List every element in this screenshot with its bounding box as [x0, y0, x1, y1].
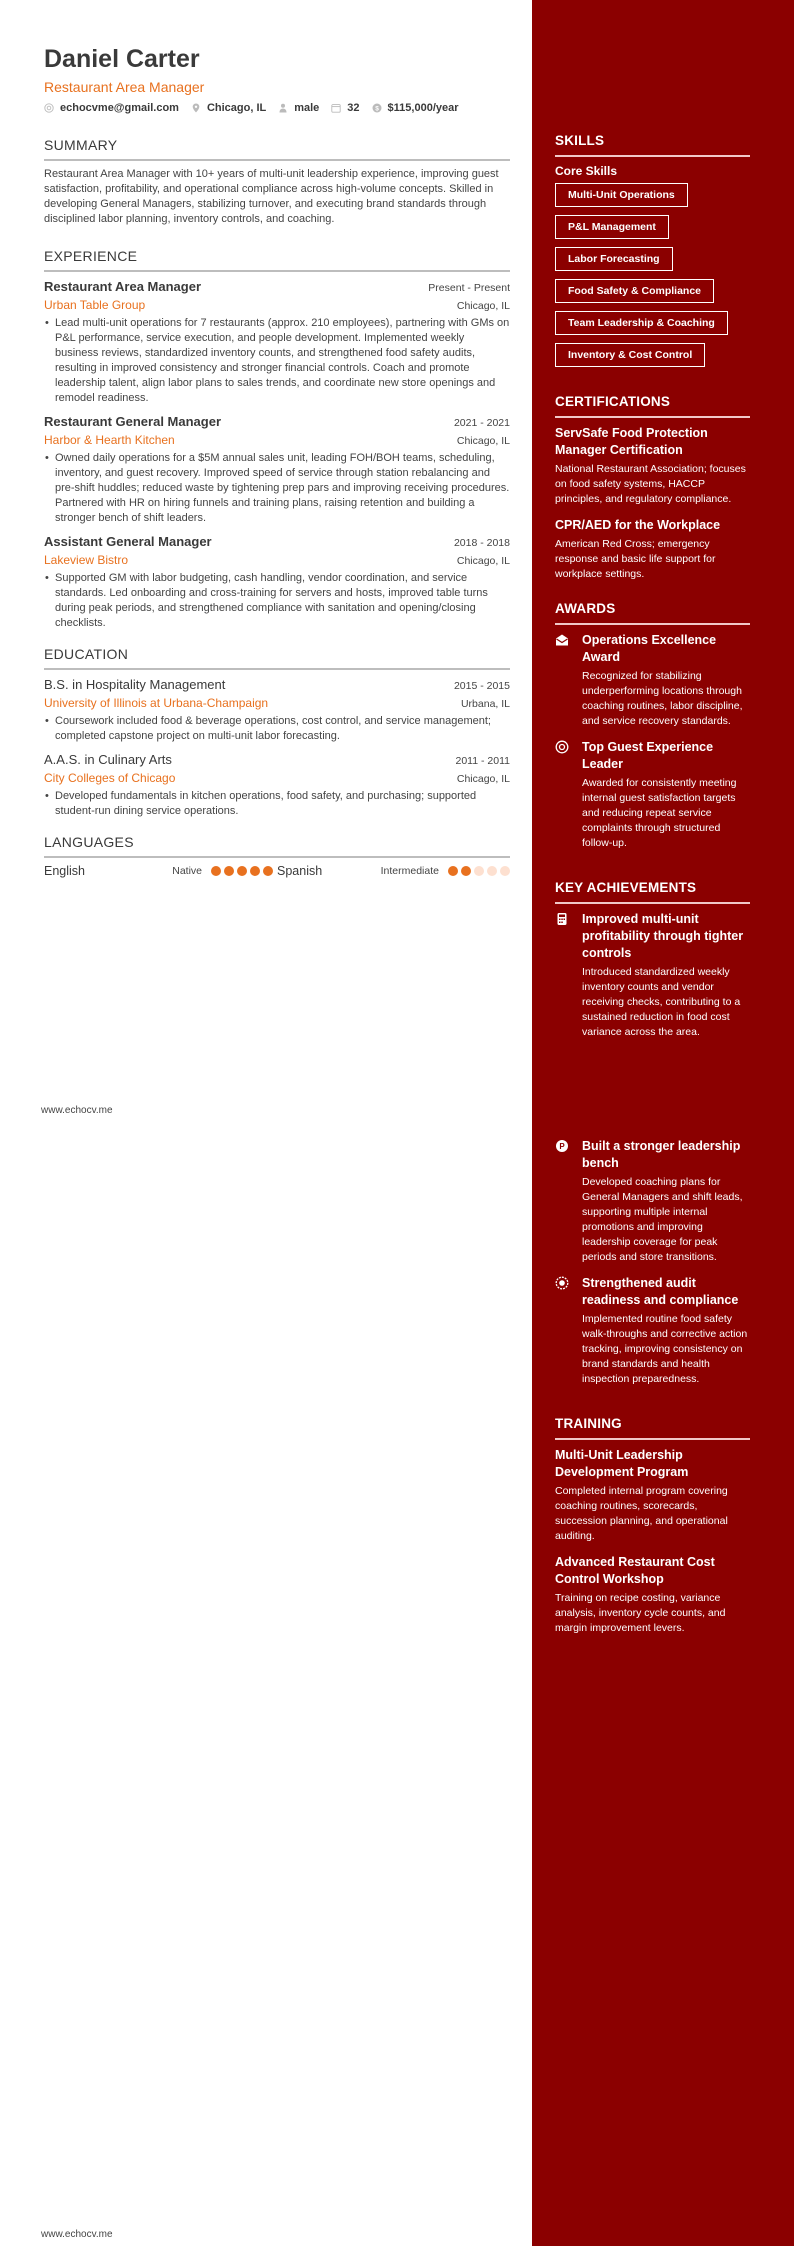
certifications-section	[555, 393, 750, 582]
company-name: Urban Table Group	[44, 298, 146, 312]
award-title: Operations Excellence Award	[582, 633, 717, 664]
bullet-point: • Supported GM with labor budgeting, cash handling, vendor coordination, and service standards. Led onboarding and cross-training for servers and hosts, improved table turns during peak periods, and strengthened compliance with sanitation and opening/closing checklists.	[44, 571, 510, 631]
contact-location-value: Chicago, IL	[206, 102, 267, 114]
dot-empty-icon	[487, 866, 497, 876]
role-title: Restaurant Area Manager	[44, 279, 202, 294]
experience-entry	[44, 533, 510, 631]
achievement-desc: Developed coaching plans for General Managers and shift leads, supporting multiple internal promotions and improving leadership coverage for peak periods and store transitions.	[582, 1176, 743, 1263]
skill-tag: Food Safety & Compliance	[555, 279, 714, 303]
education-entry	[44, 676, 510, 744]
main-column	[44, 44, 510, 878]
achievements-section	[555, 879, 750, 1397]
language-item	[277, 864, 510, 878]
section-title: SUMMARY	[44, 137, 118, 153]
calculator-icon	[555, 912, 571, 928]
contact-salary	[372, 102, 459, 114]
company-name: Lakeview Bistro	[44, 553, 129, 567]
skill-tag: Team Leadership & Coaching	[555, 311, 728, 335]
education-section	[44, 645, 510, 819]
contact-age	[331, 102, 359, 114]
achievement-item	[555, 1138, 750, 1275]
experience-section	[44, 247, 510, 631]
proficiency-dots	[208, 866, 273, 876]
location: Chicago, IL	[456, 300, 510, 312]
certification-item	[555, 425, 750, 507]
achievement-item	[555, 1275, 750, 1397]
contact-gender-value: male	[294, 102, 320, 114]
footer-link-page2[interactable]: www.echocv.me	[41, 2229, 113, 2240]
sidebar	[555, 132, 750, 1654]
section-divider	[555, 416, 750, 418]
section-title: EDUCATION	[44, 646, 129, 662]
location: Urbana, IL	[460, 698, 510, 710]
bullet-point: • Owned daily operations for a $5M annual sales unit, leading FOH/BOH teams, scheduling, inventory, and guest recovery. Improved speed of service through station rebalancing and pre-shift huddles; reduced waste by tightening prep pars and improving receiving procedures. Partnered with HR on hiring funnels and training plans, raising retention and building a stronger bench of shift leaders.	[44, 451, 510, 526]
candidate-name: Daniel Carter	[44, 45, 200, 73]
summary-text: Restaurant Area Manager with 10+ years of multi-unit leadership experience, improving guest satisfaction, profitability, and operational compliance across high-volume concepts. Skilled in developing General Managers, stabilizing turnover, and executing brand standards through disciplined labor planning, inventory controls, and coaching.	[44, 168, 499, 225]
summary-section	[44, 136, 510, 227]
certification-desc: American Red Cross; emergency response and basic life support for workplace settings.	[555, 538, 716, 580]
training-item	[555, 1447, 750, 1544]
section-title: CERTIFICATIONS	[555, 394, 671, 409]
achievement-desc: Implemented routine food safety walk-throughs and corrective action tracking, improving consistency on brand standards and health inspection preparedness.	[582, 1313, 748, 1385]
contact-email[interactable]	[44, 102, 179, 114]
skills-subtitle: Core Skills	[555, 164, 618, 178]
contact-location	[191, 102, 266, 114]
skill-tag: Inventory & Cost Control	[555, 343, 705, 367]
certification-item	[555, 517, 750, 582]
footer-link-page1[interactable]: www.echocv.me	[41, 1105, 113, 1116]
training-title: Multi-Unit Leadership Development Program	[555, 1448, 689, 1479]
dot-filled-icon	[224, 866, 234, 876]
award-title: Top Guest Experience Leader	[582, 740, 714, 771]
envelope-icon	[555, 633, 571, 649]
education-entry	[44, 751, 510, 819]
section-divider	[555, 1438, 750, 1440]
section-divider	[555, 623, 750, 625]
training-desc: Completed internal program covering coaching routines, scorecards, succession planning, and operational auditing.	[555, 1485, 728, 1542]
svg-text:$: $	[374, 105, 379, 113]
experience-entry	[44, 413, 510, 526]
certification-title: ServSafe Food Protection Manager Certification	[555, 426, 708, 457]
proficiency-dots	[445, 866, 510, 876]
award-item	[555, 739, 750, 861]
training-desc: Training on recipe costing, variance analysis, inventory cycle counts, and margin improvement levers.	[555, 1592, 726, 1634]
section-divider	[555, 902, 750, 904]
section-divider	[555, 155, 750, 157]
training-title: Advanced Restaurant Cost Control Workshop	[555, 1555, 715, 1586]
badge-icon	[555, 1276, 571, 1292]
language-name: English	[44, 864, 85, 878]
at-icon	[44, 103, 54, 113]
skill-tags	[555, 183, 750, 375]
dot-filled-icon	[461, 866, 471, 876]
coin-icon	[555, 1139, 571, 1155]
language-name: Spanish	[277, 864, 323, 878]
degree-title: B.S. in Hospitality Management	[44, 677, 226, 692]
at-icon	[555, 740, 571, 756]
languages-section	[44, 833, 510, 878]
certification-desc: National Restaurant Association; focuses on food safety systems, HACCP principles, and regulatory compliance.	[555, 463, 746, 505]
section-divider	[44, 159, 510, 161]
dot-empty-icon	[474, 866, 484, 876]
training-item	[555, 1554, 750, 1636]
location: Chicago, IL	[456, 555, 510, 567]
calendar-icon	[331, 103, 341, 113]
location-pin-icon	[191, 103, 201, 113]
dot-filled-icon	[237, 866, 247, 876]
svg-text:P: P	[559, 1142, 565, 1151]
degree-title: A.A.S. in Culinary Arts	[44, 752, 172, 767]
section-divider	[44, 856, 510, 858]
job-title: Restaurant Area Manager	[44, 79, 205, 95]
award-desc: Awarded for consistently meeting internal guest satisfaction targets and reducing repeat service complaints through structured follow-up.	[582, 777, 737, 849]
section-title: TRAINING	[555, 1416, 622, 1431]
section-title: KEY ACHIEVEMENTS	[555, 880, 697, 895]
contact-row	[44, 102, 510, 114]
award-desc: Recognized for stabilizing underperforming locations through coaching routines, labor discipline, and service recovery standards.	[582, 670, 743, 727]
bullet-point: • Developed fundamentals in kitchen operations, food safety, and purchasing; supported student-run dining service operations.	[44, 789, 510, 819]
dot-filled-icon	[211, 866, 221, 876]
date-range: Present - Present	[428, 282, 510, 294]
school-name: City Colleges of Chicago	[44, 771, 176, 785]
training-section	[555, 1415, 750, 1636]
achievement-desc: Introduced standardized weekly inventory counts and vendor receiving checks, contributing to a sustained reduction in food cost variance across the area.	[582, 966, 741, 1038]
company-name: Harbor & Hearth Kitchen	[44, 433, 175, 447]
dot-empty-icon	[500, 866, 510, 876]
section-divider	[44, 270, 510, 272]
date-range: 2021 - 2021	[453, 417, 510, 429]
language-level: Intermediate	[380, 865, 439, 877]
school-name: University of Illinois at Urbana-Champaign	[44, 696, 269, 710]
location: Chicago, IL	[456, 773, 510, 785]
contact-gender	[278, 102, 319, 114]
award-item	[555, 632, 750, 739]
skill-tag: Labor Forecasting	[555, 247, 673, 271]
dot-filled-icon	[250, 866, 260, 876]
date-range: 2018 - 2018	[453, 537, 510, 549]
language-list	[44, 864, 510, 878]
section-divider	[44, 668, 510, 670]
dot-filled-icon	[263, 866, 273, 876]
achievement-title: Improved multi-unit profitability through tighter controls	[582, 912, 744, 960]
person-icon	[278, 103, 288, 113]
skills-section	[555, 132, 750, 375]
date-range: 2015 - 2015	[453, 680, 510, 692]
achievement-title: Strengthened audit readiness and compliance	[582, 1276, 739, 1307]
section-title: LANGUAGES	[44, 834, 134, 850]
contact-email-value: echocvme@gmail.com	[60, 102, 179, 114]
date-range: 2011 - 2011	[455, 755, 510, 767]
bullet-point: • Lead multi-unit operations for 7 restaurants (approx. 210 employees), partnering with GMs on P&L performance, service execution, and people development. Implemented weekly business reviews, standardized inventory counts, and strengthened food safety audits, resulting in improved consistency and stronger financial controls. Coach and promote leadership talent, align labor plans to sales trends, and coordinate new store openings and remodel readiness.	[44, 316, 510, 406]
language-level: Native	[172, 865, 202, 877]
role-title: Assistant General Manager	[44, 534, 212, 549]
achievement-item	[555, 911, 750, 1050]
contact-salary-value: $115,000/year	[387, 102, 459, 114]
dot-filled-icon	[448, 866, 458, 876]
awards-section	[555, 600, 750, 861]
achievement-title: Built a stronger leadership bench	[582, 1139, 741, 1170]
contact-age-value: 32	[347, 102, 360, 114]
section-title: SKILLS	[555, 133, 605, 148]
section-title: EXPERIENCE	[44, 248, 138, 264]
certification-title: CPR/AED for the Workplace	[555, 518, 721, 532]
bullet-point: • Coursework included food & beverage operations, cost control, and service management; completed capstone project on multi-unit labor forecasting.	[44, 714, 510, 744]
location: Chicago, IL	[456, 435, 510, 447]
role-title: Restaurant General Manager	[44, 414, 222, 429]
section-title: AWARDS	[555, 601, 616, 616]
skill-tag: Multi-Unit Operations	[555, 183, 688, 207]
skill-tag: P&L Management	[555, 215, 669, 239]
language-item	[44, 864, 277, 878]
experience-entry	[44, 278, 510, 406]
dollar-icon	[372, 103, 382, 113]
